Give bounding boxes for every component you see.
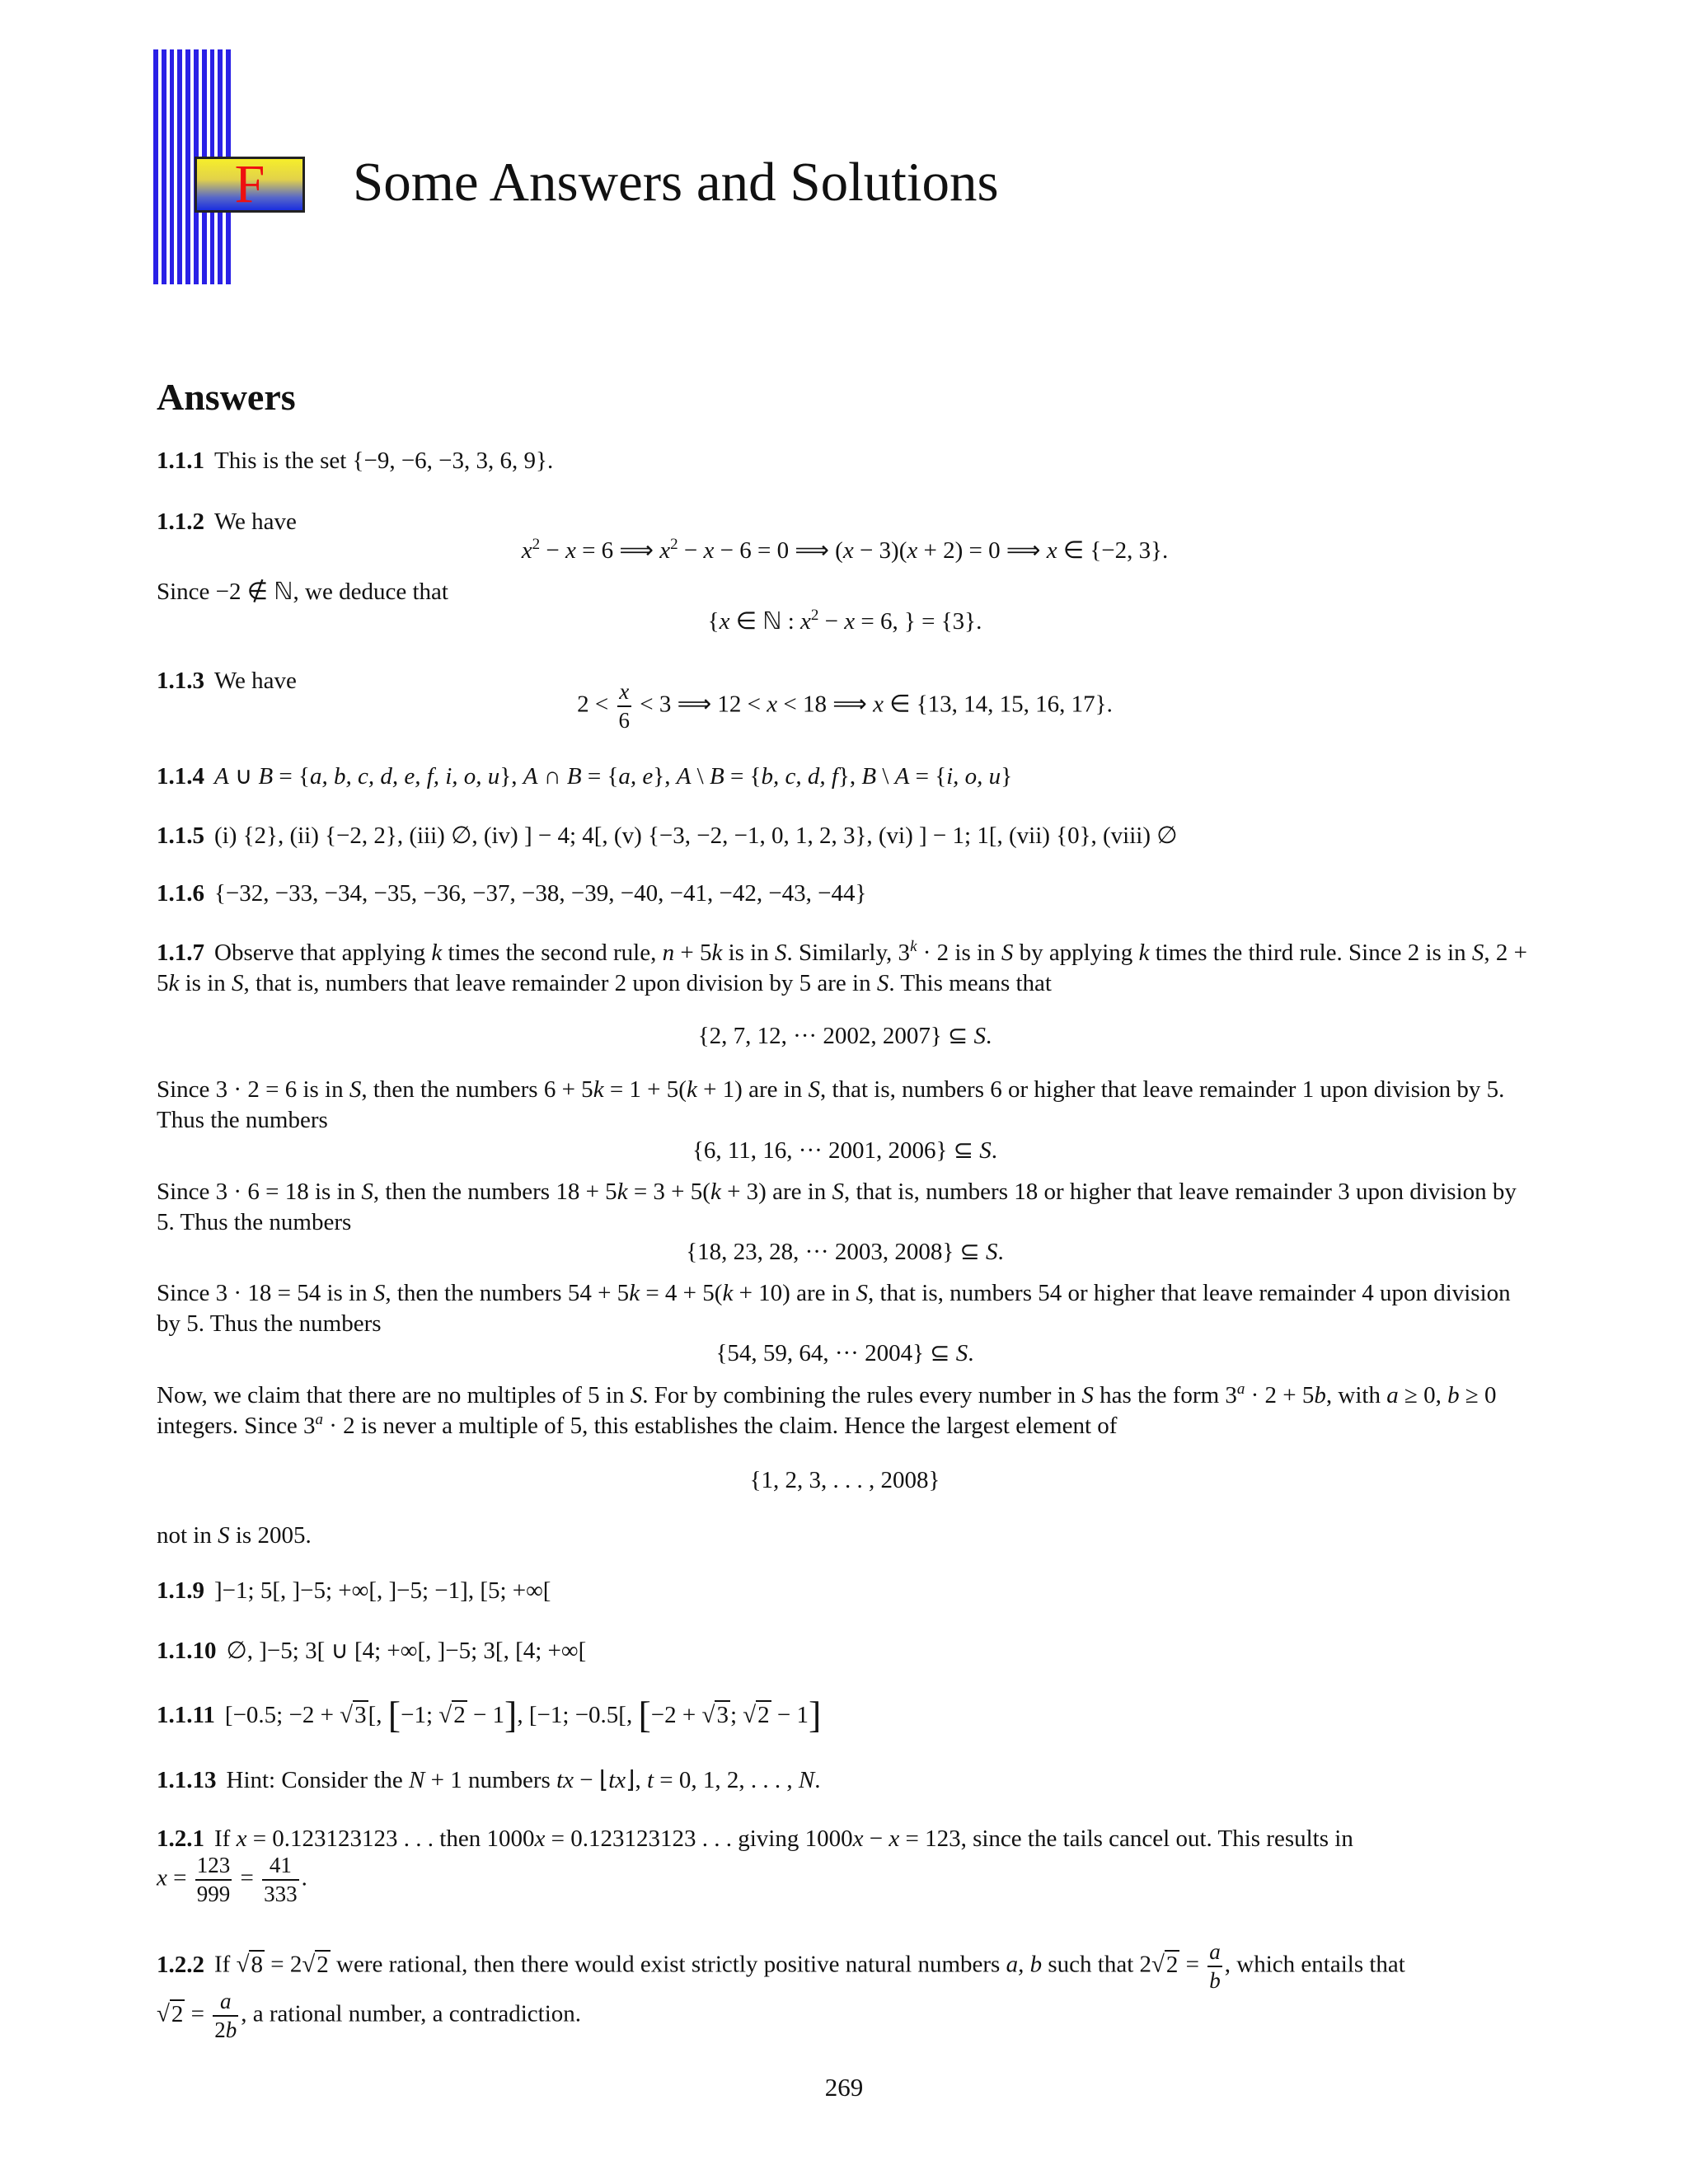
answer-text: This is the set [214, 448, 347, 474]
paragraph-1-1-7c: Since 3 · 6 = 18 is in S, then the numbers 18 + 5k = 3 + 5(k + 3) are in S, that is, numbers 18 or higher that leave remainder 3 upon division by 5. Thus the numbers [157, 1179, 1517, 1235]
answer-text: Since −2 ∉ ℕ, we deduce that [157, 579, 448, 605]
equation-1-1-7c: {18, 23, 28, ··· 2003, 2008} ⊆ S. [686, 1239, 1004, 1265]
answer-number: 1.1.3 [157, 668, 204, 694]
answer-number: 1.1.4 [157, 763, 204, 790]
answer-number: 1.1.6 [157, 880, 204, 907]
answer-1-1-7: 1.1.7 Observe that applying k times the second rule, n + 5k is in S. Similarly, $3^k \cdot 2$ is in S by applying k times the third rule. Since 2 is in S, 2 + 5k is in S, that is, numbers that leave remainder 2 upon division by 5 are in S. This means that [157, 938, 1527, 996]
answer-text: Hint: Consider the [226, 1767, 403, 1793]
answer-number: 1.1.5 [157, 823, 204, 849]
equation-1-2-1: x = $\frac{123}{999}$ = $\frac{41}{333}$ . [157, 1853, 307, 1906]
chapter-letter-badge [195, 154, 305, 214]
equation-1-1-2a: $x^2 - x = 6$ ⟹ $x^2 - x - 6 = 0$ ⟹ (x − 3)(x + 2) = 0 ⟹ x ∈ {−2, 3}. [521, 536, 1169, 564]
page-number: 269 [824, 2073, 864, 2102]
equation-1-1-3: 2 < $\frac{x}{6}$ < 3 ⟹ 12 < x < 18 ⟹ x ∈ {13, 14, 15, 16, 17}. [577, 679, 1113, 733]
answer-number: 1.1.7 [157, 940, 204, 966]
equation-1-1-7a: {2, 7, 12, ··· 2002, 2007} ⊆ S. [697, 1023, 992, 1049]
answer-1-1-10: 1.1.10 ∅, ]−5; 3[ ∪ [4; +∞[, ]−5; 3[, [4; +∞[ [157, 1638, 587, 1664]
answer-1-1-1: 1.1.1 This is the set {−9, −6, −3, 3, 6, 9}. [157, 448, 554, 474]
answer-number: 1.1.2 [157, 509, 204, 535]
answer-1-1-4: 1.1.4 A ∪ B = {a, b, c, d, e, f, i, o, u}, A ∩ B = {a, e}, A \ B = {b, c, d, f}, B \ A = {i, o, u} [157, 763, 1013, 790]
answer-1-2-2: 1.2.2 If √8 = 2√2 were rational, then there would exist strictly positive natural numbers a, b such that 2√2 = $\frac{a}{b}$ , which entails that [157, 1939, 1405, 1993]
answer-text: We have [214, 509, 297, 535]
answer-1-2-1: 1.2.1 If x = 0.123123123 . . . then 1000x = 0.123123123 . . . giving 1000x − x = 123, since the tails cancel out. This results in [157, 1825, 1353, 1852]
chapter-letter: F [234, 154, 265, 214]
answer-1-1-9: 1.1.9 ]−1; 5[, ]−5; +∞[, ]−5; −1], [5; +∞[ [157, 1577, 551, 1604]
answer-text: We have [214, 668, 297, 694]
paragraph-1-1-7d: Since 3 · 18 = 54 is in S, then the numbers 54 + 5k = 4 + 5(k + 10) are in S, that is, numbers 54 or higher that leave remainder 4 upon division by 5. Thus the numbers [157, 1280, 1511, 1337]
answer-number: 1.1.10 [157, 1638, 217, 1664]
answer-text: numbers [467, 1767, 551, 1793]
equation-1-1-7b: {6, 11, 16, ··· 2001, 2006} ⊆ S. [692, 1137, 998, 1164]
answer-number: 1.1.9 [157, 1577, 204, 1604]
answer-number: 1.2.1 [157, 1825, 204, 1852]
answer-1-1-2 [157, 507, 1533, 537]
answer-number: 1.1.13 [157, 1767, 217, 1793]
section-title: Answers [157, 376, 296, 418]
answer-1-1-6: 1.1.6 {−32, −33, −34, −35, −36, −37, −38, −39, −40, −41, −42, −43, −44} [157, 880, 867, 907]
paragraph-1-2-2b: √2 = $\frac{a}{2b}$ , a rational number, a contradiction. [157, 1989, 582, 2042]
answer-1-1-2-since [157, 577, 1533, 607]
equation-1-1-2b: {x ∈ ℕ : $x^2 - x = 6$, } = {3}. [707, 607, 982, 635]
answer-number: 1.1.1 [157, 448, 204, 474]
equation-1-1-7d: {54, 59, 64, ··· 2004} ⊆ S. [715, 1340, 974, 1366]
paragraph-1-1-7e: Now, we claim that there are no multiples of 5 in S. For by combining the rules every number in S has the form $3^a \cdot 2 + 5b$, with a ≥ 0, b ≥ 0 integers. Since $3^a \cdot 2$ is never a multiple of 5, this establishes the claim. Hence the largest element of [157, 1380, 1497, 1439]
paragraph-1-1-7b: Since 3 · 2 = 6 is in S, then the numbers 6 + 5k = 1 + 5(k + 1) are in S, that is, numbers 6 or higher that leave remainder 1 upon division by 5. Thus the numbers [157, 1076, 1505, 1133]
answer-1-1-13: 1.1.13 Hint: Consider the N + 1 numbers tx − ⌊tx⌋, t = 0, 1, 2, . . . , N. [157, 1767, 821, 1793]
chapter-title: Some Answers and Solutions [353, 152, 999, 213]
answer-number: 1.1.11 [157, 1702, 215, 1728]
paragraph-1-1-7f: not in S is 2005. [157, 1522, 312, 1549]
equation-1-1-7e: {1, 2, 3, . . . , 2008} [749, 1467, 940, 1493]
answer-1-1-5: 1.1.5 (i) {2}, (ii) {−2, 2}, (iii) ∅, (iv) ] − 4; 4[, (v) {−3, −2, −1, 0, 1, 2, 3}, (vi) ] − 1; 1[, (vii) {0}, (viii) ∅ [157, 823, 1178, 849]
answer-number: 1.2.2 [157, 1951, 204, 1978]
answer-1-1-11: 1.1.11 [−0.5; −2 + √3[, [−1; √2 − 1], [−1; −0.5[, [−2 + √3; √2 − 1] [157, 1694, 822, 1736]
